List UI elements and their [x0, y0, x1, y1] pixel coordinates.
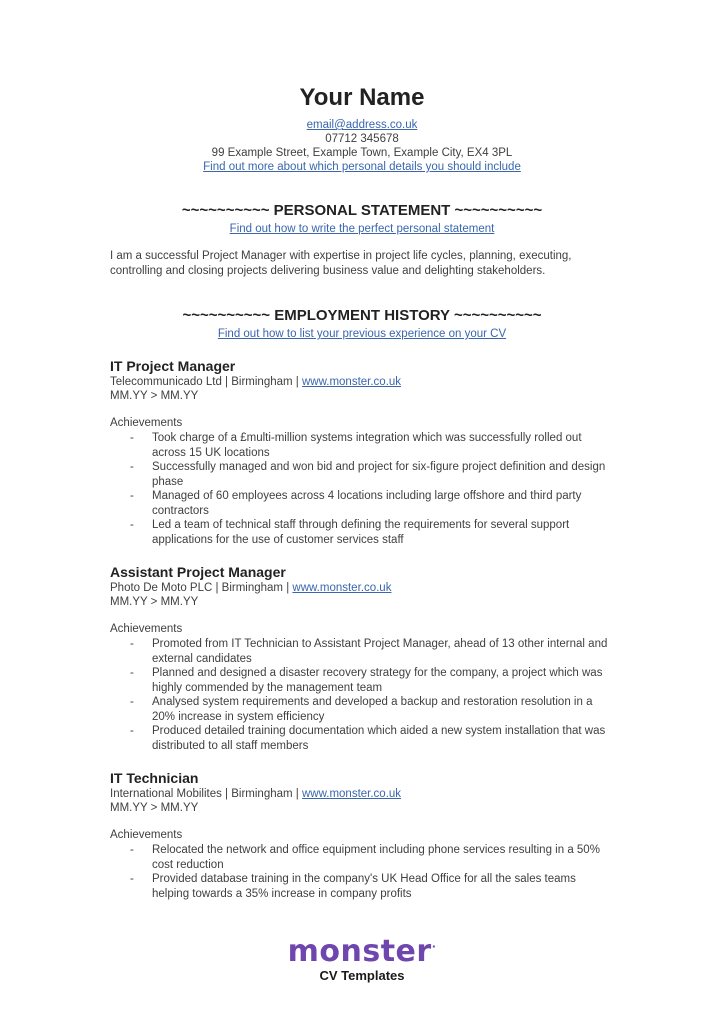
- achievement-text: Produced detailed training documentation which aided a new system installation that was distributed to all staff members: [152, 725, 606, 752]
- bullet-marker: -: [130, 873, 134, 885]
- achievements-label: Achievements: [110, 417, 183, 429]
- achievement-item: [130, 872, 614, 901]
- monster-logo: [0, 931, 724, 968]
- monster-logo-text: monster: [287, 934, 432, 969]
- personal-statement-text: I am a successful Project Manager with expertise in project life cycles, planning, executing, controlling and closing projects delivering business value and delighting stakeholders.: [110, 250, 572, 277]
- bullet-marker: -: [130, 844, 134, 856]
- company-name: Telecommunicado Ltd | Birmingham |: [110, 376, 302, 388]
- phone-line: 07712 345678: [325, 133, 399, 145]
- bullet-marker: -: [130, 638, 134, 650]
- email-line: [110, 118, 614, 132]
- job-title: IT Technician: [110, 770, 199, 786]
- bullet-marker: -: [130, 725, 134, 737]
- achievement-item: [130, 489, 614, 518]
- company-website-link[interactable]: www.monster.co.uk: [292, 582, 392, 594]
- company-website-link[interactable]: www.monster.co.uk: [301, 788, 402, 800]
- achievement-text: Managed of 60 employees across 4 locations including large offshore and third party contractors: [152, 490, 582, 517]
- achievement-text: Planned and designed a disaster recovery strategy for the company, a project which was highly commended by the management team: [152, 667, 603, 694]
- job-entry-it-project-manager: [110, 357, 614, 547]
- employment-history-heading: ~~~~~~~~~~ EMPLOYMENT HISTORY ~~~~~~~~~~: [182, 307, 542, 324]
- employment-history-section: [110, 307, 614, 901]
- bullet-marker: -: [130, 667, 134, 679]
- achievement-text: Provided database training in the company's UK Head Office for all the sales teams helping towards a 35% increase in company profits: [152, 873, 576, 900]
- trademark-dot: ·: [431, 940, 437, 953]
- achievements-label: Achievements: [110, 829, 183, 841]
- job-entry-it-technician: [110, 769, 614, 901]
- address-line: 99 Example Street, Example Town, Example City, EX4 3PL: [211, 147, 513, 159]
- achievements-label: Achievements: [110, 623, 183, 635]
- achievement-item: [130, 460, 614, 489]
- achievement-item: [130, 431, 614, 460]
- personal-details-link[interactable]: Find out more about which personal details you should include: [203, 161, 521, 173]
- footer: [0, 931, 724, 984]
- bullet-marker: -: [130, 696, 134, 708]
- achievement-text: Led a team of technical staff through defining the requirements for several support applications for the use of customer services staff: [152, 519, 570, 546]
- achievement-item: [130, 518, 614, 547]
- bullet-marker: -: [130, 432, 134, 444]
- job-dates: MM.YY > MM.YY: [110, 390, 199, 402]
- email-link[interactable]: email@address.co.uk: [306, 119, 418, 131]
- personal-statement-link-line: [110, 222, 614, 236]
- personal-statement-heading: ~~~~~~~~~~ PERSONAL STATEMENT ~~~~~~~~~~: [181, 202, 543, 219]
- company-line: [110, 581, 614, 595]
- employment-history-link[interactable]: Find out how to list your previous experience on your CV: [217, 328, 507, 340]
- name-heading: Your Name: [299, 84, 425, 111]
- footer-tagline: CV Templates: [319, 968, 405, 983]
- job-dates: MM.YY > MM.YY: [110, 802, 199, 814]
- achievement-text: Took charge of a £multi-million systems integration which was successfully rolled out across 15 UK locations: [152, 432, 582, 459]
- company-website-link[interactable]: www.monster.co.uk: [301, 376, 402, 388]
- bullet-marker: -: [130, 490, 134, 502]
- achievements-list: [130, 431, 614, 547]
- job-dates: MM.YY > MM.YY: [110, 596, 199, 608]
- personal-statement-section: [110, 202, 614, 279]
- job-entry-assistant-project-manager: [110, 563, 614, 753]
- achievement-item: [130, 843, 614, 872]
- achievement-item: [130, 695, 614, 724]
- cv-header: [110, 84, 614, 174]
- achievement-text: Promoted from IT Technician to Assistant Project Manager, ahead of 13 other internal and external candidates: [152, 638, 608, 665]
- achievements-list: [130, 637, 614, 753]
- bullet-marker: -: [130, 461, 134, 473]
- bullet-marker: -: [130, 519, 134, 531]
- personal-details-line: [110, 160, 614, 174]
- achievements-list: [130, 843, 614, 901]
- company-name: International Mobilites | Birmingham |: [110, 788, 302, 800]
- company-line: [110, 375, 614, 389]
- achievement-item: [130, 637, 614, 666]
- achievement-text: Successfully managed and won bid and project for six-figure project definition and design phase: [152, 461, 606, 488]
- job-title: IT Project Manager: [110, 358, 236, 374]
- personal-statement-link[interactable]: Find out how to write the perfect personal statement: [229, 223, 495, 235]
- company-line: [110, 787, 614, 801]
- job-title: Assistant Project Manager: [110, 564, 286, 580]
- achievement-item: [130, 666, 614, 695]
- employment-history-link-line: [110, 327, 614, 341]
- achievement-text: Analysed system requirements and developed a backup and restoration resolution in a 20% increase in system efficiency: [152, 696, 593, 723]
- company-name: Photo De Moto PLC | Birmingham |: [110, 582, 293, 594]
- achievement-item: [130, 724, 614, 753]
- achievement-text: Relocated the network and office equipment including phone services resulting in a 50% cost reduction: [152, 844, 600, 871]
